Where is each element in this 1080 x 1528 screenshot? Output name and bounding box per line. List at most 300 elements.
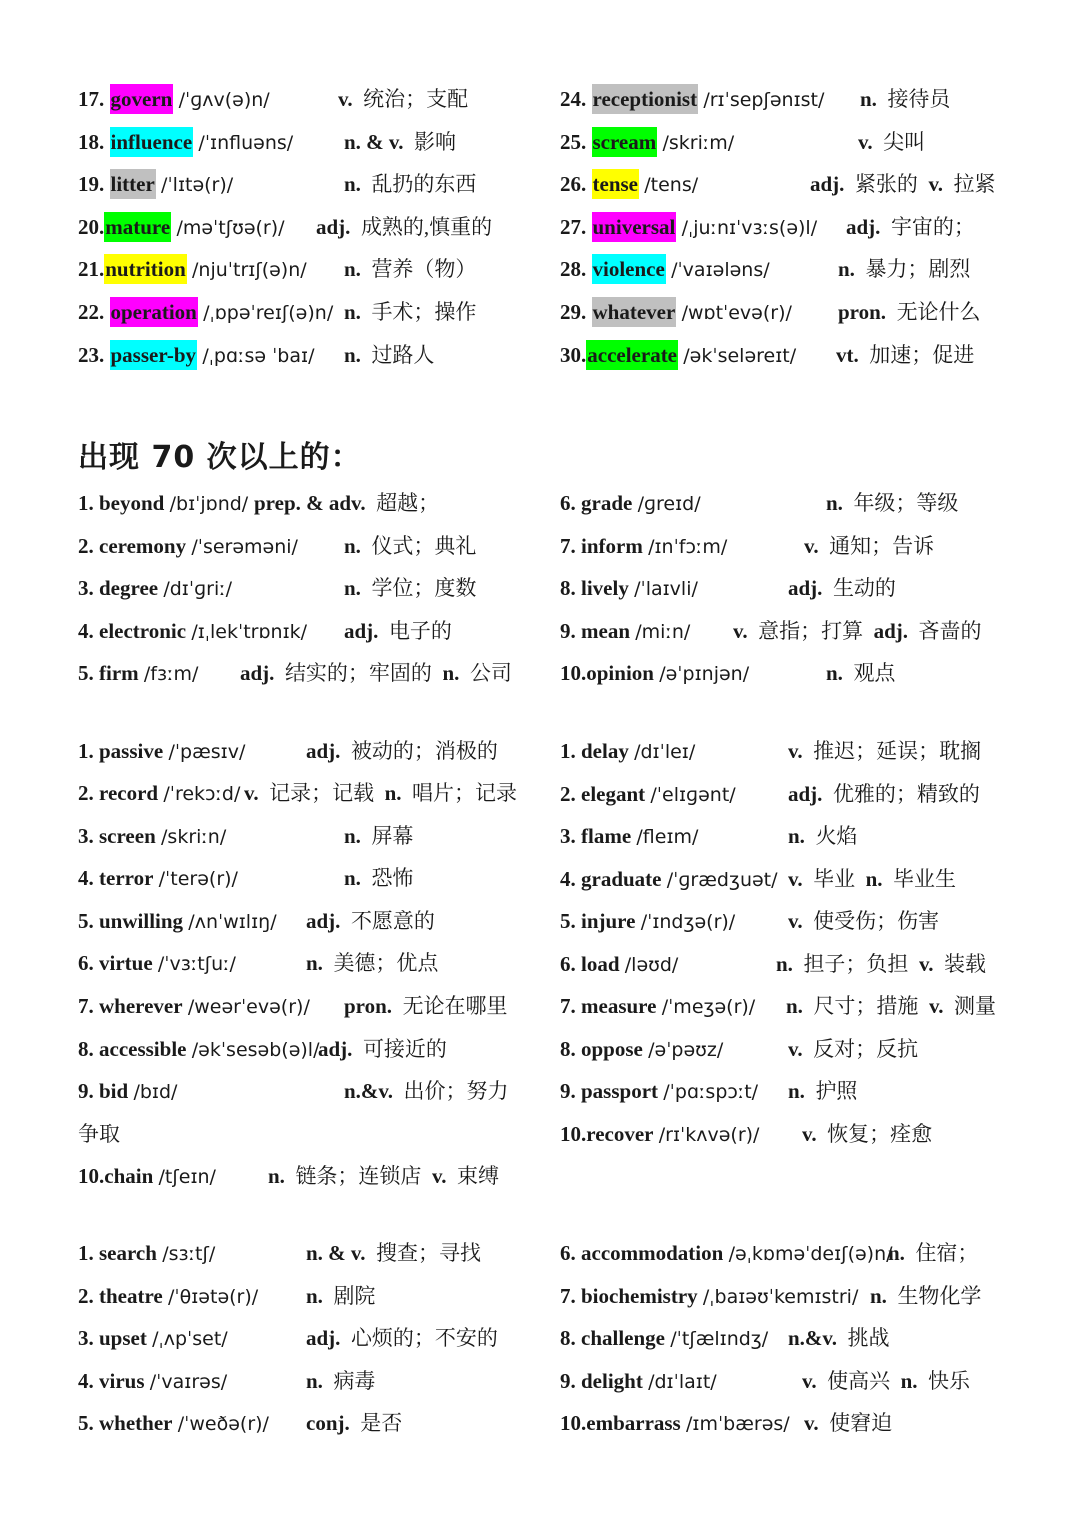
entry-definition [344, 863, 413, 893]
entry-phonetic: /tens/ [644, 174, 699, 197]
entry-number: 8. [560, 576, 576, 600]
entry-definition [306, 736, 498, 766]
vocab-entry [560, 1034, 723, 1064]
entry-phonetic: /ˈelɪɡənt/ [650, 783, 736, 806]
meaning: 电子的 [388, 618, 452, 643]
entry-number: 17. [78, 87, 105, 111]
entry-phonetic: /tʃeɪn/ [158, 1166, 216, 1188]
meaning: 使高兴 [827, 1368, 891, 1393]
vocab-entry [560, 1281, 858, 1311]
entry-number: 10. [560, 1121, 587, 1146]
entry-word: influence [110, 127, 194, 157]
part-of-speech: adj. [846, 214, 881, 239]
meaning: 毕业 [813, 866, 856, 891]
entry-number: 6. [560, 1241, 576, 1265]
vocab-entry [560, 864, 778, 894]
part-of-speech: n. [788, 824, 805, 848]
entry-definition [344, 573, 476, 603]
meaning: 出价；努力 [403, 1079, 509, 1103]
meaning: 接待员 [887, 87, 951, 111]
entry-phonetic: /ˈmeʒə(r)/ [661, 996, 756, 1018]
entry-word: wherever [99, 994, 183, 1018]
part-of-speech: adj. [318, 1037, 353, 1061]
meaning: 生物化学 [897, 1283, 982, 1308]
meaning: 恢复；痊愈 [827, 1121, 933, 1146]
entry-word: opinion [586, 661, 654, 685]
part-of-speech: adj. [240, 661, 275, 685]
entry-number: 2. [560, 781, 576, 806]
entry-definition [870, 1281, 981, 1311]
entry-number: 1. [78, 491, 94, 515]
vocab-entry [560, 488, 701, 518]
entry-number: 6. [560, 491, 576, 515]
entry-word: scream [592, 127, 658, 157]
entry-phonetic: /əˈpɪnjən/ [659, 663, 750, 685]
entry-number: 7. [560, 533, 576, 558]
entry-number: 22. [78, 300, 105, 324]
meaning: 心烦的；不安的 [350, 1326, 498, 1350]
part-of-speech: adj. [344, 618, 379, 643]
entry-number: 5. [78, 1411, 94, 1435]
entry-phonetic: /əkˈseləreɪt/ [683, 344, 797, 367]
meaning: 统治；支配 [363, 87, 469, 111]
vocab-entry [560, 1323, 768, 1353]
entry-definition [306, 1238, 481, 1268]
meaning: 尖叫 [883, 129, 926, 154]
entry-definition [788, 573, 896, 603]
entry-phonetic: /ˈɡʌv(ə)n/ [178, 89, 270, 111]
meaning: 超越； [376, 491, 440, 515]
part-of-speech: conj. [306, 1411, 350, 1435]
vocab-entry [560, 212, 817, 242]
part-of-speech: adj. [873, 618, 909, 643]
meaning: 手术；操作 [371, 300, 477, 324]
entry-number: 21. [78, 257, 105, 282]
entry-phonetic: /ˈpæsɪv/ [168, 741, 246, 763]
meaning: 屏幕 [371, 824, 414, 848]
meaning: 住宿； [915, 1241, 979, 1265]
vocab-entry [78, 488, 248, 518]
entry-definition [306, 1408, 402, 1438]
vocab-entry [78, 254, 307, 284]
entry-definition [788, 736, 981, 766]
entry-phonetic: /sɜːtʃ/ [162, 1243, 216, 1265]
entry-number: 6. [560, 951, 576, 976]
vocab-entry [560, 1076, 758, 1106]
part-of-speech: adj. [788, 576, 823, 600]
part-of-speech: v. [338, 87, 353, 111]
entry-phonetic: /ˈlɪtə(r)/ [161, 174, 234, 197]
meaning: 反对；反抗 [813, 1036, 919, 1061]
entry-definition [788, 821, 857, 851]
vocab-entry [560, 254, 770, 284]
meaning: 学位；度数 [371, 576, 477, 600]
part-of-speech: v. [788, 866, 803, 891]
entry-number: 6. [78, 951, 94, 975]
entry-definition [268, 1161, 499, 1191]
entry-number: 4. [78, 1368, 94, 1393]
part-of-speech: v. [788, 1036, 803, 1061]
part-of-speech: n. [306, 1283, 323, 1308]
entry-number: 3. [78, 824, 94, 848]
entry-word: terror [99, 866, 154, 890]
meaning: 可接近的 [362, 1037, 447, 1061]
part-of-speech: n. [344, 533, 361, 558]
meaning: 快乐 [928, 1368, 971, 1393]
part-of-speech: adj. [316, 214, 351, 239]
part-of-speech: v. [802, 1121, 817, 1146]
entry-definition [318, 1034, 447, 1064]
entry-phonetic: /skriːm/ [662, 131, 735, 154]
part-of-speech: n. [786, 994, 803, 1018]
entry-word: record [99, 781, 159, 805]
entry-definition [240, 658, 512, 688]
entry-phonetic: /dɪˈɡriː/ [163, 578, 233, 600]
vocab-entry [78, 531, 298, 561]
entry-phonetic: /weərˈevə(r)/ [187, 996, 310, 1018]
vocab-entry [78, 1366, 227, 1396]
entry-definition [306, 1323, 498, 1353]
entry-definition [788, 1076, 857, 1106]
part-of-speech: pron. [344, 994, 393, 1018]
meaning: 无论在哪里 [402, 994, 508, 1018]
part-of-speech: v. [804, 1411, 819, 1435]
entry-phonetic: /ɪˌlekˈtrɒnɪk/ [191, 620, 308, 643]
meaning: 病毒 [333, 1368, 376, 1393]
meaning: 宇宙的； [890, 214, 975, 239]
entry-definition [838, 297, 981, 327]
vocab-entry [78, 1408, 269, 1438]
entry-phonetic: /miːn/ [635, 620, 691, 643]
entry-word: beyond [99, 491, 165, 515]
vocab-entry [560, 127, 734, 157]
entry-definition [788, 1034, 918, 1064]
part-of-speech: n. [788, 1079, 805, 1103]
part-of-speech: n. [306, 1368, 323, 1393]
vocab-entry [560, 1238, 893, 1268]
entry-number: 7. [560, 994, 576, 1018]
part-of-speech: v. [928, 994, 944, 1018]
meaning: 推迟；延误；耽搁 [813, 739, 982, 763]
entry-definition [802, 1119, 932, 1149]
part-of-speech: adj. [306, 739, 341, 763]
meaning: 束缚 [457, 1164, 500, 1188]
part-of-speech: n. [870, 1283, 887, 1308]
entry-phonetic: /ɪnˈfɔːm/ [648, 535, 728, 558]
entry-definition [344, 340, 434, 370]
meaning: 年级；等级 [853, 491, 959, 515]
entry-definition [788, 864, 956, 894]
meaning: 生动的 [832, 576, 896, 600]
entry-definition [826, 658, 895, 688]
part-of-speech: pron. [838, 300, 887, 324]
entry-word: accelerate [586, 340, 678, 370]
entry-definition [846, 212, 975, 242]
entry-phonetic: /njuˈtrɪʃ(ə)n/ [192, 259, 307, 282]
part-of-speech: n. [888, 1241, 905, 1265]
meaning: 美德；优点 [333, 951, 439, 975]
entry-word: graduate [581, 866, 662, 891]
entry-number: 8. [560, 1036, 576, 1061]
vocab-entry [78, 863, 238, 893]
meaning: 观点 [853, 661, 896, 685]
entry-phonetic: /ˈlaɪvli/ [634, 578, 698, 600]
entry-word: upset [99, 1326, 147, 1350]
entry-phonetic: /ˌʌpˈset/ [152, 1328, 228, 1350]
vocab-entry [78, 84, 270, 114]
meaning: 优雅的；精致的 [832, 781, 980, 806]
part-of-speech: v. [244, 781, 259, 805]
entry-phonetic: /rɪˈkʌvə(r)/ [658, 1123, 760, 1146]
entry-word: electronic [99, 618, 187, 643]
meaning: 记录；记载 [269, 781, 375, 805]
entry-definition [338, 84, 468, 114]
vocab-entry [78, 1034, 319, 1064]
entry-number: 10. [560, 661, 587, 685]
entry-definition [316, 212, 492, 242]
vocab-entry [78, 212, 285, 242]
part-of-speech: n. [306, 951, 323, 975]
entry-word: screen [99, 824, 156, 848]
entry-number: 3. [78, 1326, 94, 1350]
part-of-speech: n. [344, 300, 361, 324]
entry-definition [306, 1366, 375, 1396]
entry-definition [344, 616, 452, 646]
section-heading: 出现 70 次以上的： [78, 440, 362, 475]
meaning: 担子；负担 [803, 951, 909, 976]
entry-word: unwilling [99, 909, 184, 933]
part-of-speech: n. [826, 491, 843, 515]
meaning: 加速；促进 [869, 342, 975, 367]
vocab-entry [560, 84, 824, 114]
entry-number: 9. [560, 1079, 576, 1103]
entry-definition [804, 531, 934, 561]
vocab-entry [560, 573, 698, 603]
meaning: 被动的；消极的 [350, 739, 498, 763]
part-of-speech: v. [788, 739, 803, 763]
entry-definition [344, 297, 476, 327]
entry-number: 4. [78, 618, 94, 643]
entry-word: injure [581, 909, 636, 933]
entry-word: whatever [592, 297, 677, 327]
entry-word: degree [99, 576, 159, 600]
entry-number: 3. [78, 576, 94, 600]
part-of-speech: n. [838, 257, 855, 282]
vocab-entry [78, 1161, 216, 1191]
vocab-entry [78, 340, 314, 370]
entry-number: 9. [560, 1368, 576, 1393]
entry-number: 27. [560, 214, 587, 239]
entry-phonetic: /ˈtʃælɪndʒ/ [670, 1328, 769, 1350]
part-of-speech: n. [344, 257, 361, 282]
entry-definition [254, 488, 439, 518]
entry-definition [776, 949, 986, 979]
entry-phonetic: /bɪˈjɒnd/ [169, 493, 249, 515]
part-of-speech: n. [344, 172, 361, 197]
part-of-speech: prep. & adv. [254, 491, 366, 515]
entry-phonetic: /ˈɪnfluəns/ [198, 131, 294, 154]
part-of-speech: n. [344, 342, 361, 367]
entry-word: elegant [581, 781, 646, 806]
entry-definition [838, 254, 970, 284]
entry-definition [344, 254, 476, 284]
part-of-speech: n. [826, 661, 843, 685]
entry-word: firm [99, 661, 139, 685]
entry-word: govern [110, 84, 174, 114]
entry-number: 4. [560, 866, 576, 891]
entry-phonetic: /fleɪm/ [636, 826, 699, 848]
entry-word: nutrition [104, 254, 187, 284]
vocab-entry [560, 736, 695, 766]
vocab-entry [560, 658, 749, 688]
vocab-entry [78, 991, 310, 1021]
entry-word: lively [581, 576, 629, 600]
entry-definition [788, 1323, 890, 1353]
entry-word: virtue [99, 951, 153, 975]
entry-word: litter [110, 169, 156, 199]
entry-number: 7. [78, 994, 94, 1018]
entry-number: 10. [560, 1411, 587, 1435]
vocab-entry [78, 1076, 177, 1106]
entry-phonetic: /ˈterə(r)/ [158, 868, 238, 890]
entry-phonetic: /ʌnˈwɪlɪŋ/ [188, 911, 277, 933]
entry-phonetic: /ˈrekɔːd/ [163, 783, 241, 805]
vocab-entry [78, 736, 245, 766]
entry-word: oppose [581, 1036, 643, 1061]
entry-phonetic: /fɜːm/ [143, 663, 199, 685]
meaning: 仪式；典礼 [371, 533, 477, 558]
entry-phonetic: /ˈserəməni/ [191, 535, 298, 558]
entry-phonetic: /ˈɪndʒə(r)/ [640, 911, 736, 933]
entry-word: recover [586, 1121, 654, 1146]
entry-definition [733, 616, 982, 646]
entry-phonetic: /dɪˈlaɪt/ [648, 1370, 717, 1393]
entry-phonetic: /ˈvaɪrəs/ [149, 1370, 228, 1393]
entry-word: passport [581, 1079, 659, 1103]
entry-phonetic: /əˈpəʊz/ [648, 1038, 724, 1061]
part-of-speech: n. [344, 576, 361, 600]
entry-word: passer-by [110, 340, 198, 370]
vocab-entry [560, 1408, 790, 1438]
entry-phonetic: /ˈweðə(r)/ [177, 1413, 269, 1435]
entry-definition [306, 1281, 375, 1311]
meaning: 火焰 [815, 824, 858, 848]
entry-number: 5. [78, 661, 94, 685]
entry-number: 10. [78, 1164, 105, 1188]
entry-phonetic: /ˌjuːnɪˈvɜːs(ə)l/ [681, 216, 818, 239]
vocab-entry [78, 573, 232, 603]
entry-word: search [99, 1241, 157, 1265]
vocab-entry [78, 127, 293, 157]
vocab-entry [560, 1119, 759, 1149]
part-of-speech: adj. [788, 781, 823, 806]
vocab-entry [560, 991, 755, 1021]
part-of-speech: adj. [306, 1326, 341, 1350]
meaning: 乱扔的东西 [371, 172, 477, 197]
entry-number: 9. [78, 1079, 94, 1103]
entry-definition [344, 169, 476, 199]
part-of-speech: n. & v. [306, 1241, 366, 1265]
vocab-entry [560, 821, 698, 851]
entry-number: 4. [78, 866, 94, 890]
part-of-speech: adj. [810, 172, 845, 197]
part-of-speech: n. [442, 661, 460, 685]
meaning: 使窘迫 [829, 1411, 893, 1435]
vocab-entry [560, 949, 678, 979]
meaning: 链条；连锁店 [295, 1164, 422, 1188]
vocab-entry [78, 1238, 215, 1268]
entry-word: delight [581, 1368, 643, 1393]
entry-number: 3. [560, 824, 576, 848]
vocab-entry [78, 169, 233, 199]
part-of-speech: n. & v. [344, 129, 404, 154]
part-of-speech: v. [928, 172, 944, 197]
meaning: 剧院 [333, 1283, 376, 1308]
vocab-entry [78, 821, 226, 851]
entry-definition [344, 821, 413, 851]
entry-word: bid [99, 1079, 129, 1103]
vocab-entry [78, 778, 240, 808]
entry-word: flame [581, 824, 632, 848]
entry-word: accessible [99, 1037, 187, 1061]
meaning: 公司 [469, 661, 512, 685]
entry-phonetic: /ˌpɑːsə ˈbaɪ/ [202, 344, 315, 367]
entry-number: 9. [560, 618, 576, 643]
meaning: 使受伤；伤害 [813, 909, 940, 933]
entry-number: 19. [78, 172, 105, 197]
meaning: 挑战 [847, 1326, 890, 1350]
entry-phonetic: /ɡreɪd/ [637, 493, 701, 515]
vocab-entry [560, 779, 736, 809]
entry-number: 1. [78, 739, 94, 763]
vocab-entry [78, 948, 236, 978]
part-of-speech: n. [344, 866, 361, 890]
entry-definition [860, 84, 950, 114]
entry-definition [826, 488, 958, 518]
meaning: 拉紧 [953, 172, 996, 197]
entry-phonetic: /ˈɡrædʒuət/ [666, 868, 778, 891]
part-of-speech: n. [900, 1368, 918, 1393]
entry-definition [344, 531, 476, 561]
entry-phonetic: /bɪd/ [133, 1081, 178, 1103]
entry-phonetic: /rɪˈsepʃənɪst/ [703, 89, 825, 111]
part-of-speech: n.&v. [788, 1326, 838, 1350]
entry-definition [306, 906, 435, 936]
entry-phonetic: /ˌɒpəˈreɪʃ(ə)n/ [203, 302, 334, 324]
entry-number: 25. [560, 129, 587, 154]
vocab-entry [78, 1323, 228, 1353]
part-of-speech: n. [860, 87, 877, 111]
entry-word: challenge [581, 1326, 665, 1350]
part-of-speech: v. [733, 618, 748, 643]
entry-definition [810, 169, 996, 199]
entry-number: 18. [78, 129, 105, 154]
part-of-speech: n. [344, 824, 361, 848]
entry-word: accommodation [581, 1241, 724, 1265]
meaning: 尺寸；措施 [813, 994, 919, 1018]
vocab-entry [560, 1366, 717, 1396]
entry-phonetic: /ˈθɪətə(r)/ [168, 1285, 259, 1308]
part-of-speech: v. [804, 533, 819, 558]
entry-definition [306, 948, 438, 978]
part-of-speech: v. [918, 951, 934, 976]
entry-word: inform [581, 533, 643, 558]
entry-word: passive [99, 739, 164, 763]
vocab-entry [78, 616, 307, 646]
entry-number: 29. [560, 300, 587, 324]
entry-word: load [581, 951, 620, 976]
entry-word: operation [110, 297, 198, 327]
